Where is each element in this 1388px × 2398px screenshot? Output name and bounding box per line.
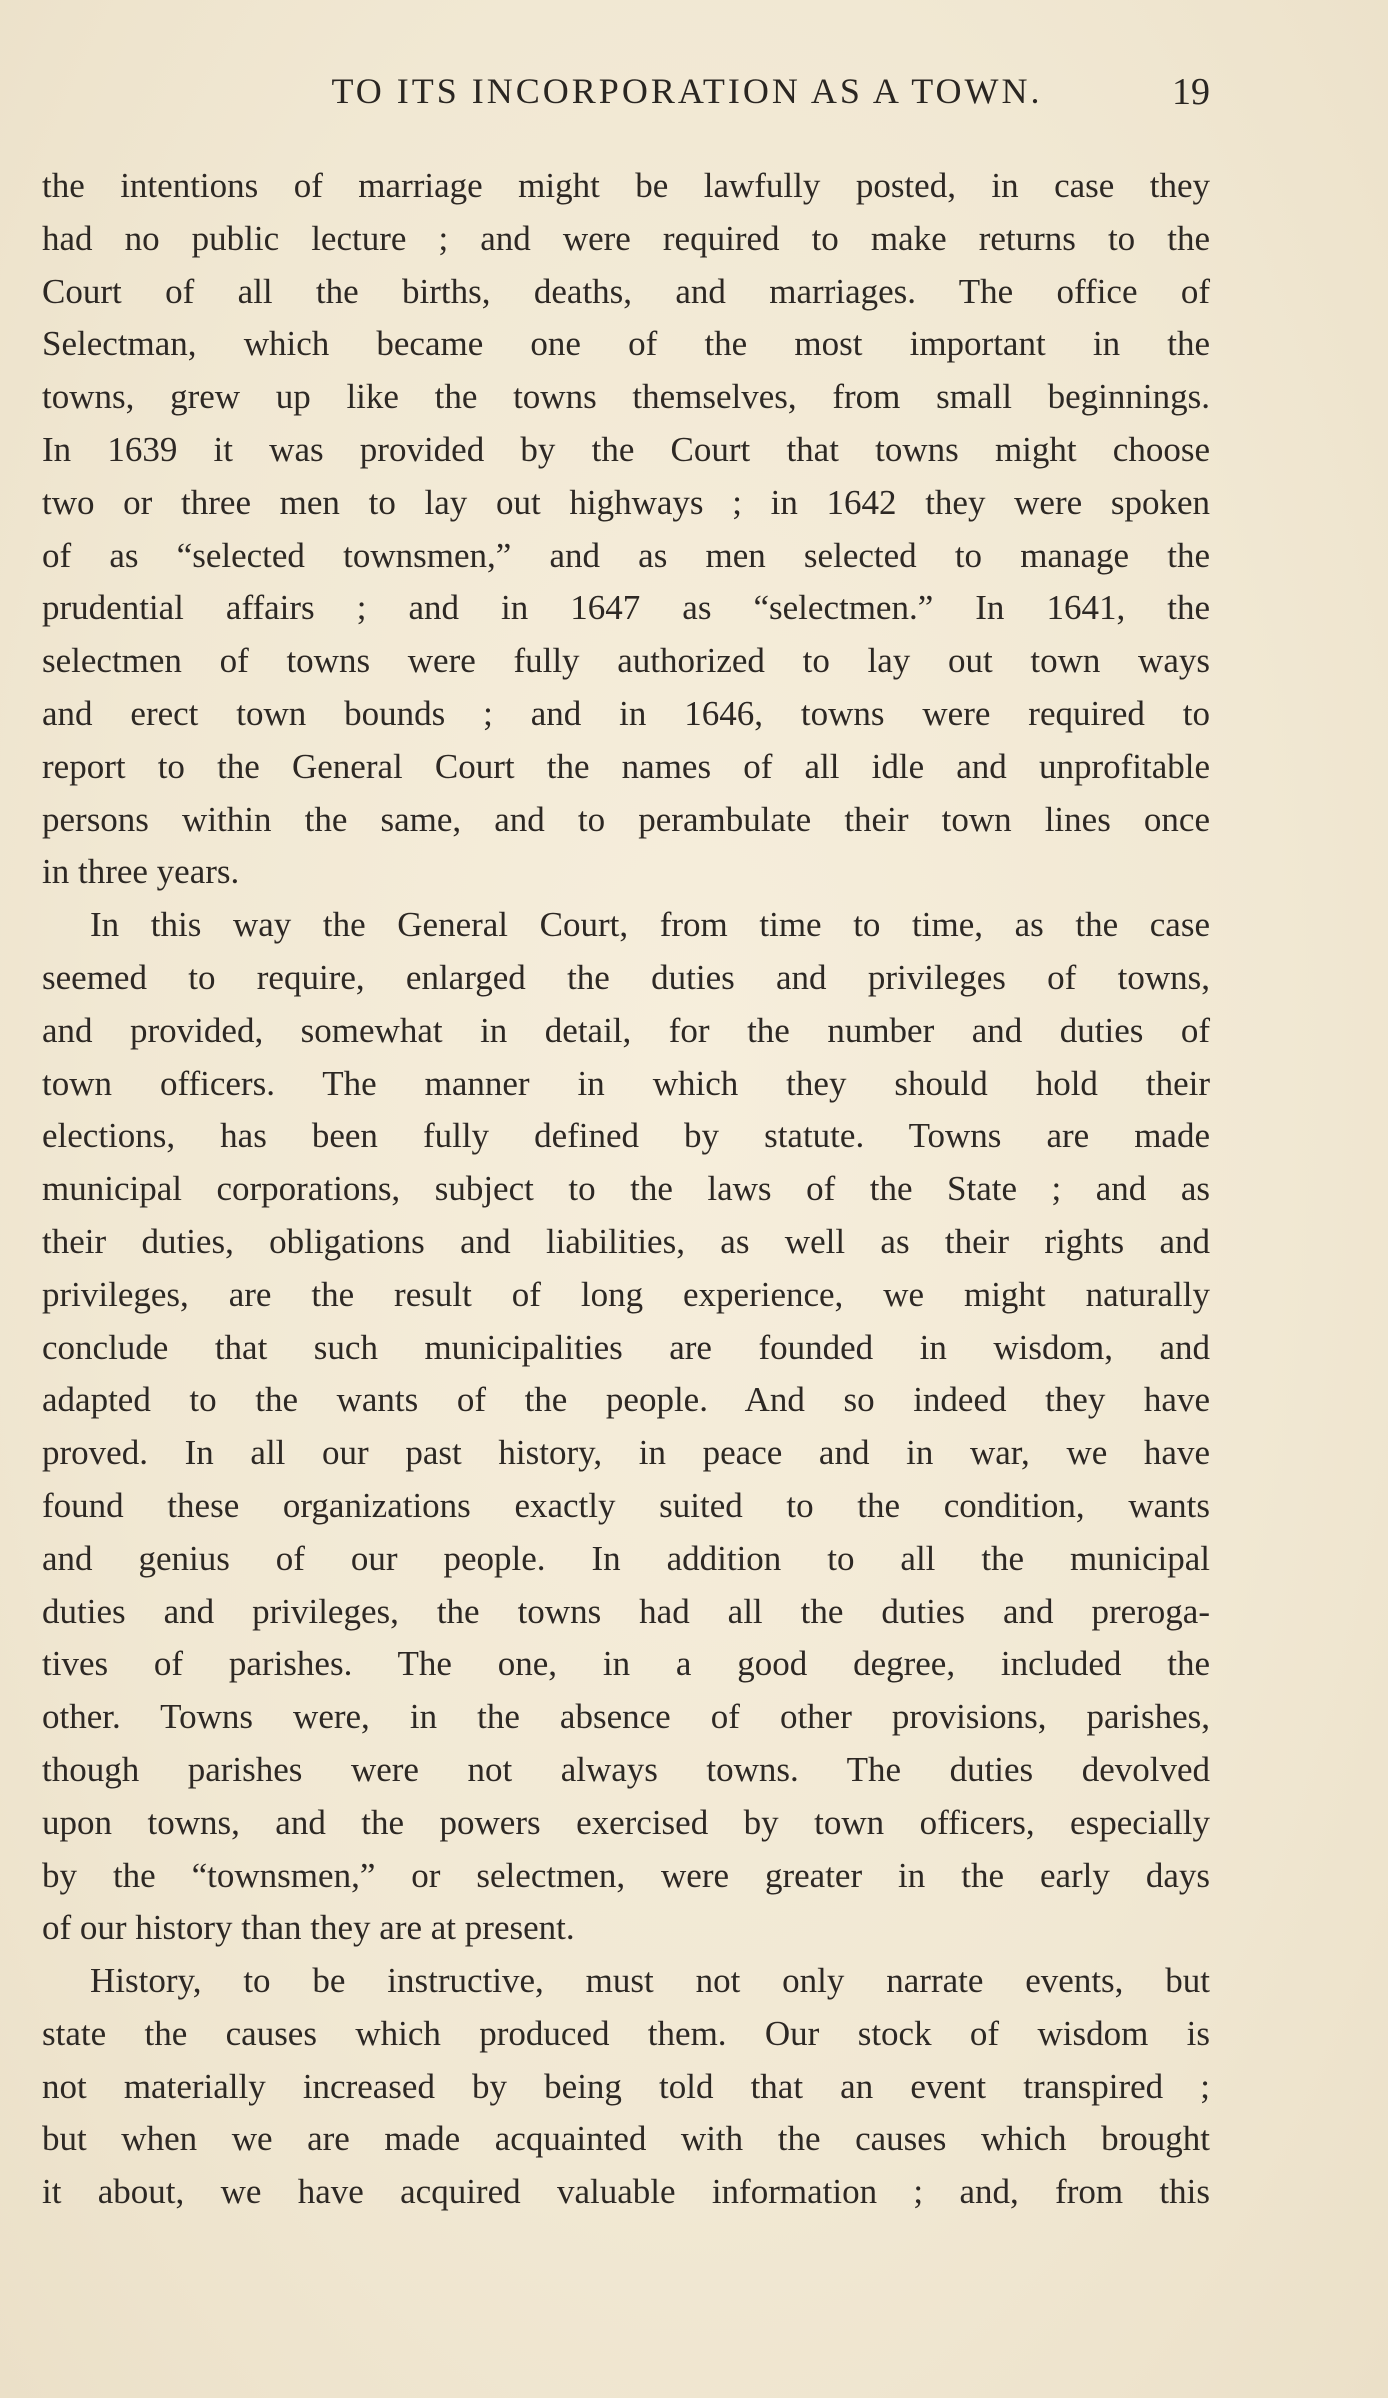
text-line: adapted to the wants of the people. And so indeed they have [42, 1380, 1210, 1420]
text-line: In this way the General Court, from time to time, as the case [90, 905, 1210, 945]
text-line: municipal corporations, subject to the laws of the State ; and as [42, 1169, 1210, 1209]
text-line: privileges, are the result of long experience, we might naturally [42, 1274, 1210, 1314]
text-line: other. Towns were, in the absence of other provisions, parishes, [42, 1697, 1210, 1737]
text-line: selectmen of towns were fully authorized to lay out town ways [42, 641, 1210, 681]
text-line: had no public lecture ; and were required to make returns to the [42, 218, 1210, 258]
text-line: their duties, obligations and liabilities, as well as their rights and [42, 1221, 1210, 1261]
text-line: duties and privileges, the towns had all the duties and preroga- [42, 1591, 1210, 1631]
paragraph-2 [42, 899, 1210, 1955]
text-line: of as “selected townsmen,” and as men selected to manage the [42, 535, 1210, 575]
text-line: found these organizations exactly suited to the condition, wants [42, 1485, 1210, 1525]
body-text [42, 160, 1210, 2219]
text-line: and provided, somewhat in detail, for the number and duties of [42, 1010, 1210, 1050]
running-title: TO ITS INCORPORATION AS A TOWN. [331, 71, 1043, 111]
text-line: History, to be instructive, must not only narrate events, but [90, 1961, 1210, 2001]
text-line: two or three men to lay out highways ; in 1642 they were spoken [42, 482, 1210, 522]
page-number: 19 [1172, 71, 1210, 113]
paragraph-3 [42, 1955, 1210, 2219]
text-line: persons within the same, and to perambulate their town lines once [42, 799, 1210, 839]
paragraph-1 [42, 160, 1210, 899]
text-line: but when we are made acquainted with the causes which brought [42, 2119, 1210, 2159]
page-header [44, 70, 1210, 130]
text-line: it about, we have acquired valuable information ; and, from this [42, 2172, 1210, 2212]
text-line: towns, grew up like the towns themselves, from small beginnings. [42, 377, 1210, 417]
text-line: in three years. [42, 852, 240, 892]
text-line: elections, has been fully defined by statute. Towns are made [42, 1116, 1210, 1156]
text-line: Court of all the births, deaths, and marriages. The office of [42, 271, 1210, 311]
text-line: conclude that such municipalities are founded in wisdom, and [42, 1327, 1210, 1367]
text-line: Selectman, which became one of the most important in the [42, 324, 1210, 364]
text-line: by the “townsmen,” or selectmen, were greater in the early days [42, 1855, 1210, 1895]
text-line: seemed to require, enlarged the duties and privileges of towns, [42, 957, 1210, 997]
text-line: and erect town bounds ; and in 1646, towns were required to [42, 693, 1210, 733]
text-line: town officers. The manner in which they should hold their [42, 1063, 1210, 1103]
text-line: not materially increased by being told that an event transpired ; [42, 2066, 1210, 2106]
text-line: though parishes were not always towns. The duties devolved [42, 1749, 1210, 1789]
text-line: upon towns, and the powers exercised by town officers, especially [42, 1802, 1210, 1842]
text-line: In 1639 it was provided by the Court that towns might choose [42, 429, 1210, 469]
text-line: and genius of our people. In addition to all the municipal [42, 1538, 1210, 1578]
text-line: of our history than they are at present. [42, 1908, 575, 1948]
text-line: prudential affairs ; and in 1647 as “selectmen.” In 1641, the [42, 588, 1210, 628]
text-line: tives of parishes. The one, in a good degree, included the [42, 1644, 1210, 1684]
text-line: state the causes which produced them. Our stock of wisdom is [42, 2013, 1210, 2053]
text-line: the intentions of marriage might be lawfully posted, in case they [42, 166, 1210, 205]
text-line: report to the General Court the names of all idle and unprofitable [42, 746, 1210, 786]
text-line: proved. In all our past history, in peace and in war, we have [42, 1433, 1210, 1473]
